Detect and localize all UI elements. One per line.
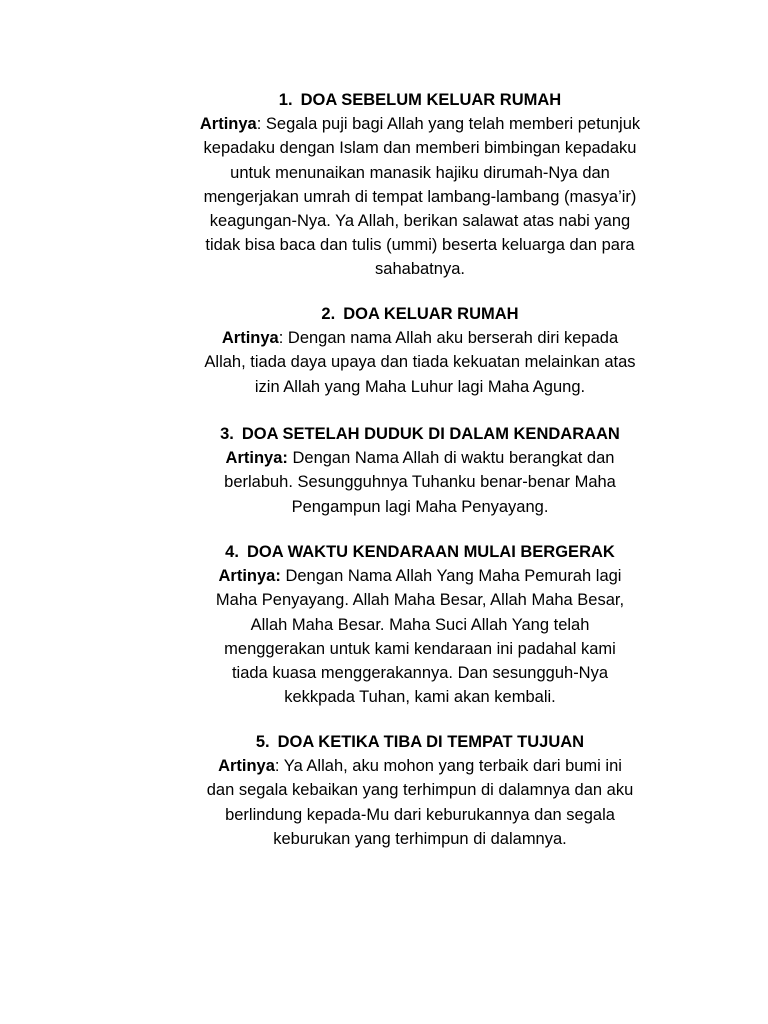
translation-text: Dengan Nama Allah Yang Maha Pemurah lagi (285, 567, 622, 586)
section-4 (150, 540, 690, 709)
section-title: DOA SETELAH DUDUK DI DALAM KENDARAAN (241, 425, 620, 443)
translation-line (150, 564, 690, 588)
label-separator: : (274, 757, 284, 776)
section-title: DOA SEBELUM KELUAR RUMAH (300, 91, 562, 109)
section-number: 1. (278, 91, 293, 109)
translation-line: Allah Maha Besar. Maha Suci Allah Yang telah (250, 615, 590, 634)
translation-line: mengerjakan umrah di tempat lambang-lambang (masya’ir) (203, 187, 637, 206)
section-number: 2. (321, 305, 336, 323)
translation-line (150, 326, 690, 350)
translation-line: menggerakan untuk kami kendaraan ini padahal kami (224, 639, 616, 658)
translation-text: Dengan nama Allah aku berserah diri kepada (287, 329, 619, 348)
translation-line: keburukan yang terhimpun di dalamnya. (273, 829, 567, 848)
translation-text: Segala puji bagi Allah yang telah memberi petunjuk (265, 115, 641, 134)
section-heading (150, 730, 690, 754)
translation-line: tiada kuasa menggerakannya. Dan sesungguh-Nya (231, 664, 609, 683)
translation-line: keagungan-Nya. Ya Allah, berikan salawat atas nabi yang (209, 212, 631, 231)
translation-label: Artinya: (225, 449, 288, 468)
section-2 (150, 302, 690, 399)
translation-line: dan segala kebaikan yang terhimpun di dalamnya dan aku (206, 781, 634, 800)
translation-label: Artinya (218, 757, 275, 776)
label-separator: : (278, 329, 288, 348)
section-heading (150, 302, 690, 326)
translation-line: berlabuh. Sesungguhnya Tuhanku benar-benar Maha (224, 473, 616, 492)
translation-line: Maha Penyayang. Allah Maha Besar, Allah Maha Besar, (215, 591, 625, 610)
translation-text: Dengan Nama Allah di waktu berangkat dan (292, 449, 615, 468)
section-heading (150, 540, 690, 564)
translation-label: Artinya: (218, 567, 281, 586)
section-heading (150, 88, 690, 112)
translation-line: kepadaku dengan Islam dan memberi bimbingan kepadaku (203, 139, 637, 158)
translation-line: sahabatnya. (375, 260, 465, 279)
translation-line: izin Allah yang Maha Luhur lagi Maha Agung. (254, 377, 586, 396)
translation-line: untuk menunaikan manasik hajiku dirumah-Nya dan (230, 163, 610, 182)
section-title: DOA KELUAR RUMAH (343, 305, 519, 323)
section-number: 5. (255, 733, 270, 751)
section-number: 4. (225, 543, 239, 561)
translation-label: Artinya (221, 329, 279, 348)
section-1 (150, 88, 690, 282)
translation-line: tidak bisa baca dan tulis (ummi) beserta keluarga dan para (205, 236, 635, 255)
section-heading (150, 422, 690, 446)
label-separator: : (256, 115, 266, 134)
section-5 (150, 730, 690, 851)
translation-label: Artinya (199, 115, 257, 134)
section-title: DOA WAKTU KENDARAAN MULAI BERGERAK (246, 543, 615, 561)
translation-line: berlindung kepada-Mu dari keburukannya dan segala (225, 805, 615, 824)
section-number: 3. (220, 425, 234, 443)
translation-line: kekkpada Tuhan, kami akan kembali. (284, 688, 556, 707)
translation-line (150, 754, 690, 778)
section-title: DOA KETIKA TIBA DI TEMPAT TUJUAN (277, 733, 585, 751)
translation-line: Pengampun lagi Maha Penyayang. (291, 497, 549, 516)
translation-line (150, 446, 690, 470)
translation-line (150, 112, 690, 136)
section-3 (150, 422, 690, 519)
translation-text: Ya Allah, aku mohon yang terbaik dari bumi ini (283, 757, 622, 776)
translation-line: Allah, tiada daya upaya dan tiada kekuatan melainkan atas (204, 353, 636, 372)
